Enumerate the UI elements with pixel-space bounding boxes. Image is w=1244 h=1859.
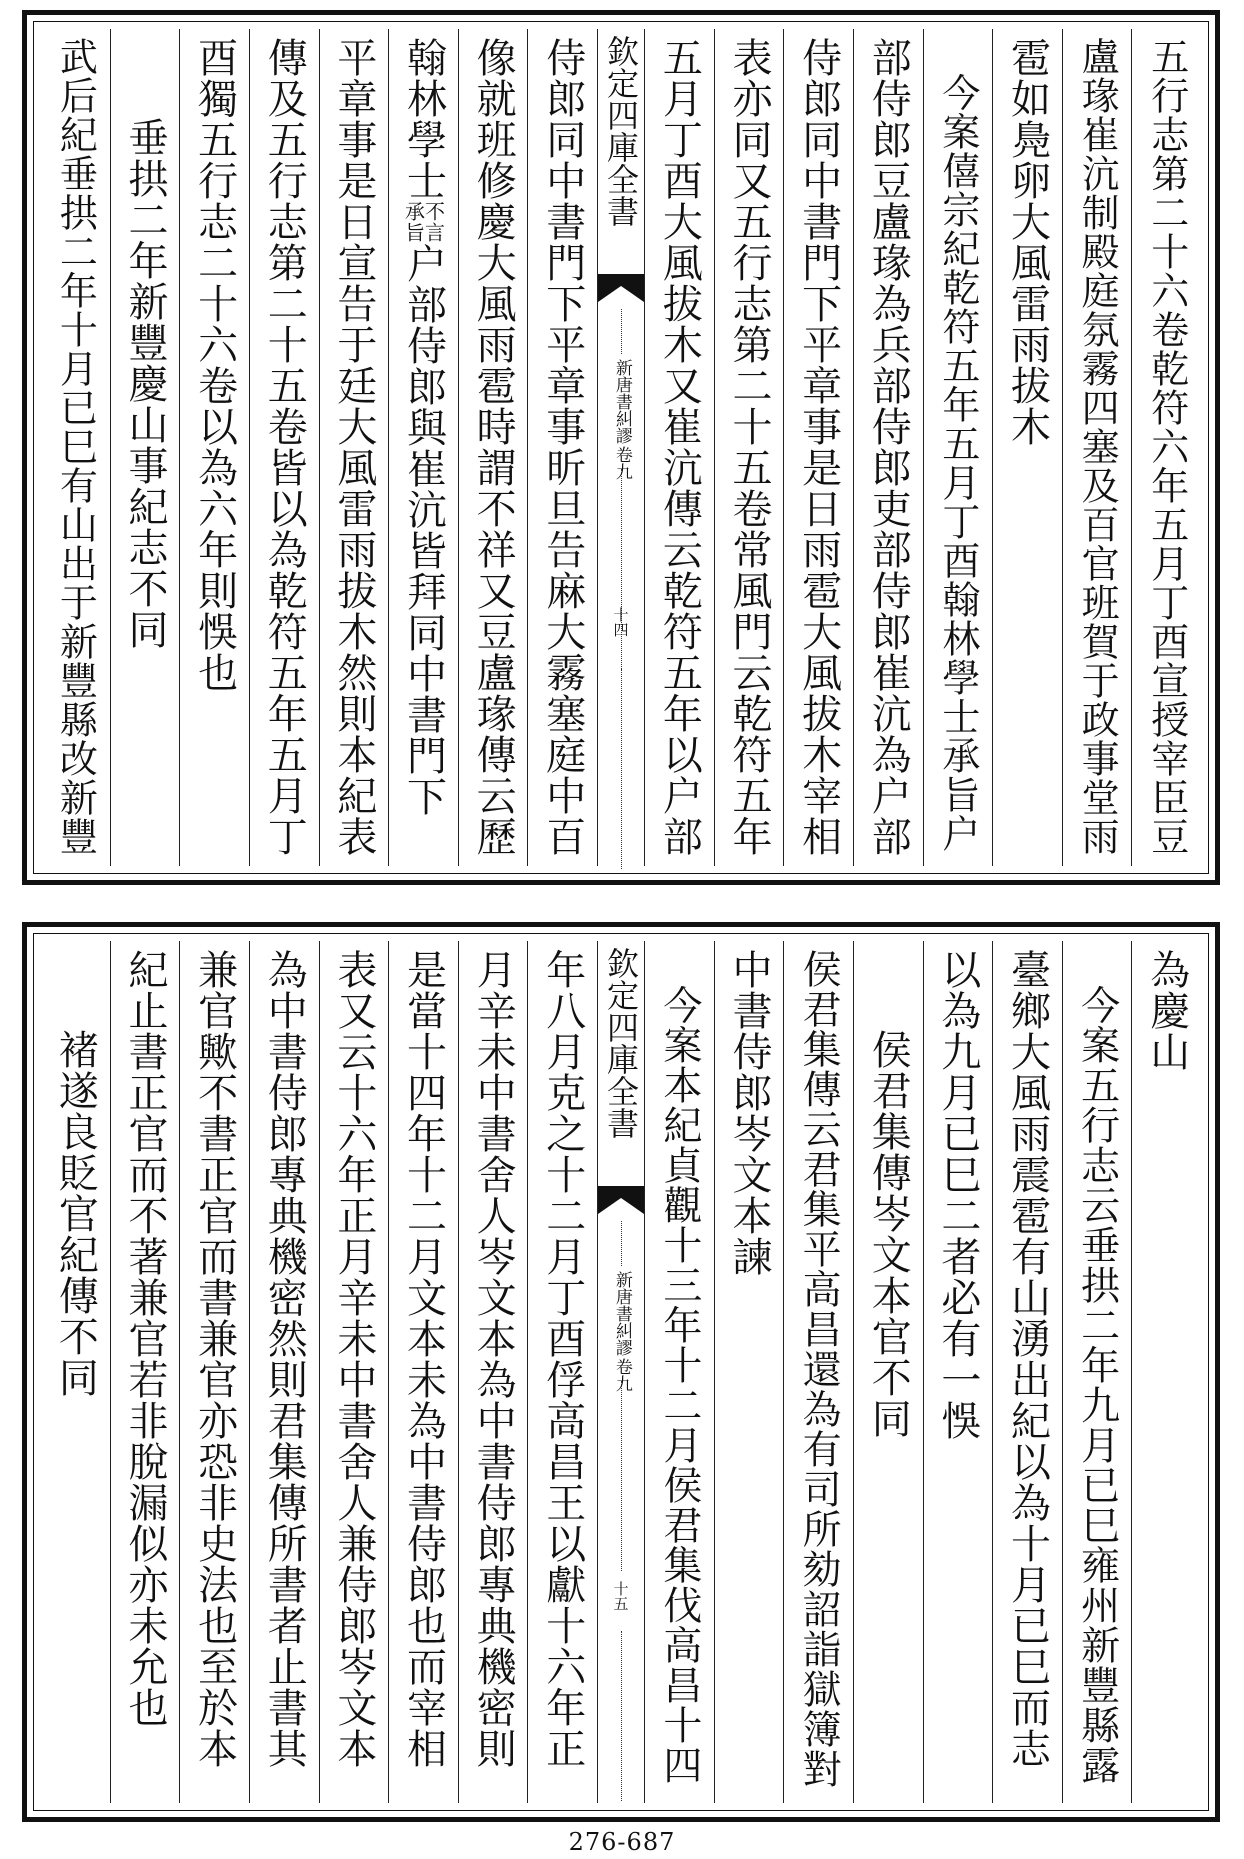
column-text: 兼官歟不書正官而書兼官亦恐非史法也至於本 xyxy=(191,949,238,1769)
gutter-title: 欽定四庫全書 xyxy=(602,947,640,1139)
text-column xyxy=(388,29,458,866)
text-column xyxy=(1062,29,1132,866)
column-text: 月辛未中書舍人岑文本為中書侍郎專典機密則 xyxy=(470,949,517,1769)
column-text-part: 户部侍郎與崔沆皆拜同中書門下 xyxy=(400,243,447,817)
inline-note-line: 承旨 xyxy=(401,201,426,243)
column-text: 盧瑑崔沆制殿庭氛霧四塞及百官班賀于政事堂雨 xyxy=(1075,37,1120,856)
gutter-volume: 卷九 xyxy=(611,1358,632,1392)
column-text: 臺鄉大風雨震雹有山湧出紀以為十月已巳而志 xyxy=(1004,949,1051,1769)
column-text: 今案僖宗紀乾符五年五月丁酉翰林學士承旨户 xyxy=(935,73,980,853)
text-column xyxy=(783,941,853,1803)
column-text-part: 翰林學士 xyxy=(400,37,447,201)
text-column xyxy=(527,941,597,1803)
text-column xyxy=(41,941,110,1803)
column-text: 平章事是日宣告于廷大風雷雨拔木然則本紀表 xyxy=(330,37,377,857)
column-text: 表亦同又五行志第二十五卷常風門云乾符五年 xyxy=(725,37,772,857)
text-column xyxy=(1062,941,1132,1803)
text-column xyxy=(992,29,1062,866)
gutter-dotted-line xyxy=(621,1221,622,1266)
text-column xyxy=(110,941,180,1803)
gutter-page-number: 十四 xyxy=(611,607,630,637)
gutter-book-title: 新唐書糾謬 xyxy=(611,359,632,444)
text-column xyxy=(319,29,389,866)
text-column xyxy=(783,29,853,866)
text-column xyxy=(319,941,389,1803)
column-text: 侍郎同中書門下平章事昕旦告麻大霧塞庭中百 xyxy=(539,37,586,857)
column-text: 年八月克之十二月丁酉俘高昌王以獻十六年正 xyxy=(539,949,586,1769)
text-column xyxy=(527,29,597,866)
text-column xyxy=(923,29,993,866)
text-column xyxy=(249,29,319,866)
text-column xyxy=(458,941,528,1803)
column-text: 傳及五行志第二十五卷皆以為乾符五年五月丁 xyxy=(261,37,308,857)
gutter-book-info xyxy=(612,1271,630,1392)
text-column xyxy=(714,29,784,866)
column-text: 雹如鳧卵大風雷雨拔木 xyxy=(1004,37,1051,447)
inline-note-line: 不言 xyxy=(421,201,446,243)
text-column xyxy=(388,941,458,1803)
column-text: 今案五行志云垂拱二年九月已巳雍州新豐縣露 xyxy=(1074,985,1120,1785)
column-text: 為中書侍郎專典機密然則君集傳所書者止書其 xyxy=(261,949,308,1769)
inline-note xyxy=(401,201,446,243)
gutter-dotted-line xyxy=(621,669,622,869)
gutter-dotted-line xyxy=(621,309,622,354)
text-column xyxy=(179,29,249,866)
text-column xyxy=(853,29,923,866)
text-column xyxy=(644,941,714,1803)
column-text: 中書侍郎岑文本諫 xyxy=(725,949,772,1277)
text-column xyxy=(644,29,714,866)
column-text: 侯君集傳云君集平高昌還為有司所劾詔詣獄簿對 xyxy=(796,949,842,1789)
fish-tail-mark xyxy=(598,274,644,302)
fish-tail-mark xyxy=(598,1186,644,1214)
text-column xyxy=(41,29,110,866)
column-text: 像就班修慶大風雨雹時謂不祥又豆盧瑑傳云歷 xyxy=(470,37,517,857)
text-column xyxy=(249,941,319,1803)
column-text: 五行志第二十六卷乾符六年五月丁酉宣授宰臣豆 xyxy=(1144,37,1189,856)
column-text: 垂拱二年新豐慶山事紀志不同 xyxy=(121,117,168,650)
gutter-dotted-line xyxy=(621,1381,622,1571)
column-text: 侍郎同中書門下平章事是日雨雹大風拔木宰相 xyxy=(795,37,842,857)
column-text: 五月丁酉大風拔木又崔沆傳云乾符五年以户部 xyxy=(656,37,703,857)
gutter-book-title: 新唐書糾謬 xyxy=(611,1271,632,1356)
column-text: 表又云十六年正月辛未中書舍人兼侍郎岑文本 xyxy=(330,949,377,1769)
gutter-title: 欽定四庫全書 xyxy=(602,35,640,227)
text-column xyxy=(1131,941,1201,1803)
bottom-columns xyxy=(41,941,1201,1803)
top-columns xyxy=(41,29,1201,866)
column-text: 為慶山 xyxy=(1143,949,1190,1072)
text-column xyxy=(179,941,249,1803)
text-column xyxy=(110,29,180,866)
bottom-page xyxy=(22,922,1220,1822)
text-column xyxy=(714,941,784,1803)
gutter-page-number: 十五 xyxy=(611,1581,630,1611)
column-text xyxy=(400,37,447,817)
column-text: 是當十四年十二月文本未為中書侍郎也而宰相 xyxy=(400,949,447,1769)
gutter-dotted-line xyxy=(621,469,622,699)
gutter-dotted-line xyxy=(621,1631,622,1801)
text-column xyxy=(853,941,923,1803)
gutter-volume: 卷九 xyxy=(611,446,632,480)
column-text: 以為九月已巳二者必有一悞 xyxy=(934,949,981,1441)
column-text: 侯君集傳岑文本官不同 xyxy=(865,1029,912,1439)
column-text: 今案本紀貞觀十三年十二月侯君集伐高昌十四 xyxy=(656,985,702,1785)
column-text: 部侍郎豆盧瑑為兵部侍郎吏部侍郎崔沆為户部 xyxy=(865,37,912,857)
center-gutter xyxy=(597,941,644,1803)
text-column xyxy=(1131,29,1201,866)
column-text: 酉獨五行志二十六卷以為六年則悞也 xyxy=(191,37,238,693)
column-text: 褚遂良貶官紀傳不同 xyxy=(52,1029,99,1398)
top-page xyxy=(22,10,1220,885)
column-text: 武后紀垂拱二年十月已巳有山出于新豐縣改新豐 xyxy=(53,37,98,856)
text-column xyxy=(458,29,528,866)
center-gutter xyxy=(597,29,644,866)
text-column xyxy=(923,941,993,1803)
page-footer-number: 276-687 xyxy=(568,1828,676,1856)
column-text: 紀止書正官而不著兼官若非脫漏似亦未允也 xyxy=(121,949,168,1728)
text-column xyxy=(992,941,1062,1803)
gutter-book-info xyxy=(612,359,630,480)
